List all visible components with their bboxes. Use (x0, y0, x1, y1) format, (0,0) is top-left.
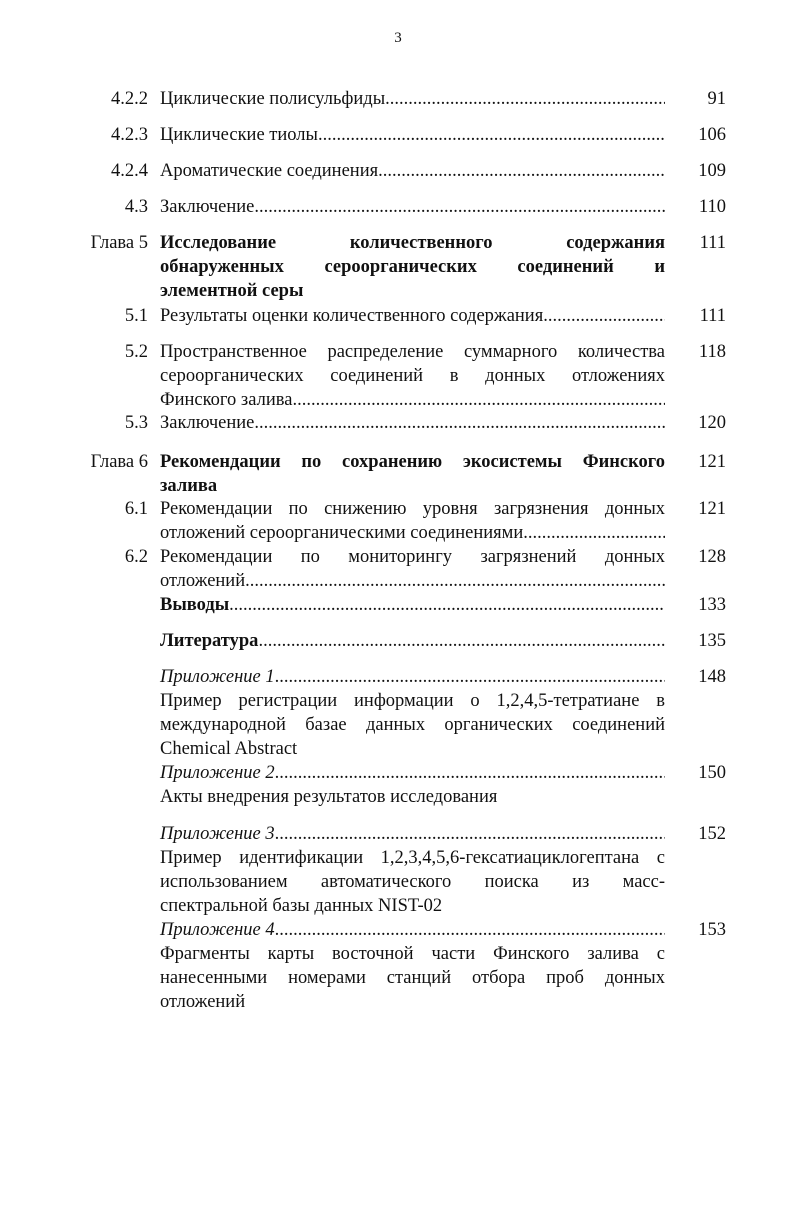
entry-page: 121 (698, 452, 726, 472)
entry-page: 148 (698, 667, 726, 687)
entry-title: Рекомендации по сохранению экосистемы Финского залива (160, 452, 665, 496)
entry-title: Результаты оценки количественного содержания (160, 306, 544, 326)
leader-dots (378, 159, 665, 183)
entry-title: Рекомендации по снижению уровня загрязнения донных отложений сероорганическими соединениями ..... (160, 497, 665, 545)
entry-number: 4.3 (124, 197, 148, 217)
entry-title: Заключение (160, 413, 255, 433)
entry-page: 106 (698, 125, 726, 145)
entry-page: 111 (699, 233, 726, 253)
entry-page: 152 (698, 824, 726, 844)
entry-title: Исследование количественного содержания обнаруженных сероорганических соединений и элементной серы (160, 233, 665, 301)
entry-title: Приложение 1 (160, 667, 275, 687)
leader-dots (254, 411, 665, 435)
entry-page: 110 (698, 197, 726, 217)
leader-dots (245, 569, 665, 593)
entry-description: Пример регистрации информации о 1,2,4,5-тетратиане в международной базае данных органических соединений Chemical Abstract (160, 691, 665, 759)
entry-page: 120 (698, 413, 726, 433)
entry-number: 6.2 (124, 547, 148, 567)
entry-title: Приложение 3 (160, 824, 275, 844)
entry-page: 121 (698, 499, 726, 519)
leader-dots (275, 761, 665, 785)
leader-dots (229, 593, 665, 617)
entry-number: 4.2.3 (111, 125, 148, 145)
entry-number: 4.2.2 (111, 89, 148, 109)
leader-dots (318, 123, 665, 147)
entry-number: 5.1 (124, 306, 148, 326)
entry-description: Пример идентификации 1,2,3,4,5,6-гексатиациклогептана с использованием автоматического поиска из масс- спектральной базы данных NIST-02 (160, 848, 665, 916)
entry-number: 5.2 (124, 342, 148, 362)
entry-title: Литература (160, 631, 259, 651)
entry-title: Приложение 4 (160, 920, 275, 940)
entry-title: Пространственное распределение суммарного количества сероорганических соединений в донных отложениях Финского залива ..... (160, 340, 665, 412)
entry-page: 128 (698, 547, 726, 567)
entry-title: Ароматические соединения (160, 161, 379, 181)
entry-number: 5.3 (124, 413, 148, 433)
leader-dots (292, 388, 665, 412)
entry-number: Глава 6 (90, 452, 148, 472)
entry-number: 4.2.4 (111, 161, 148, 181)
entry-page: 109 (698, 161, 726, 181)
entry-title: Заключение (160, 197, 255, 217)
leader-dots (275, 665, 665, 689)
entry-title: Циклические полисульфиды (160, 89, 386, 109)
entry-page: 111 (699, 306, 726, 326)
entry-title: Циклические тиолы (160, 125, 318, 145)
leader-dots (275, 918, 665, 942)
entry-description: Акты внедрения результатов исследования (160, 787, 498, 807)
entry-title: Выводы (160, 595, 230, 615)
entry-page: 153 (698, 920, 726, 940)
entry-page: 133 (698, 595, 726, 615)
entry-number: Глава 5 (90, 233, 148, 253)
page-number: 3 (394, 30, 402, 46)
leader-dots (543, 304, 665, 328)
entry-title: Приложение 2 (160, 763, 275, 783)
entry-number: 6.1 (124, 499, 148, 519)
entry-title: Рекомендации по мониторингу загрязнений донных отложений ..... (160, 545, 665, 593)
entry-description: Фрагменты карты восточной части Финского залива с нанесенными номерами станций отбора проб донных отложений (160, 944, 665, 1012)
leader-dots (275, 822, 665, 846)
entry-page: 91 (707, 89, 726, 109)
entry-page: 135 (698, 631, 726, 651)
leader-dots (385, 87, 665, 111)
leader-dots (523, 521, 665, 545)
leader-dots (254, 195, 665, 219)
leader-dots (258, 629, 665, 653)
entry-page: 150 (698, 763, 726, 783)
entry-page: 118 (698, 342, 726, 362)
